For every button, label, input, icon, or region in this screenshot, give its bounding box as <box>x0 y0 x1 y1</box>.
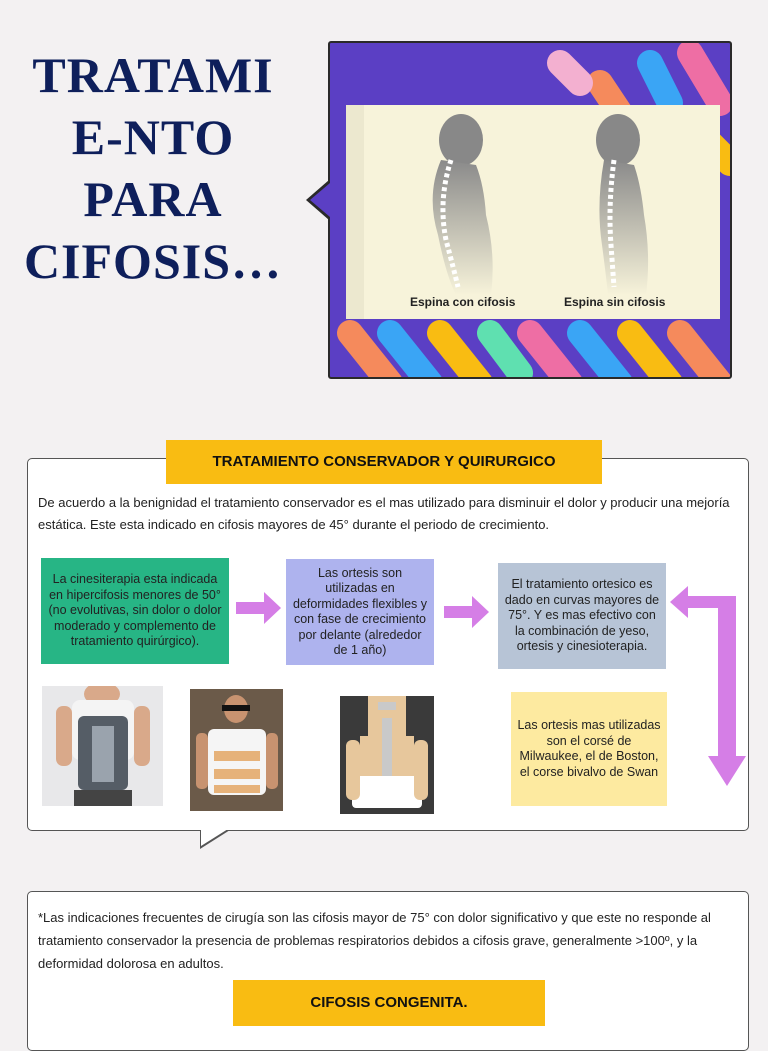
page-title: TRATAMI E-NTO PARA CIFOSIS… <box>23 47 283 289</box>
boston-brace-photo <box>42 686 163 806</box>
caption-with-kyphosis: Espina con cifosis <box>410 295 516 309</box>
card-orthoses: Las ortesis son utilizadas en deformidades flexibles y con fase de crecimiento por delante (alrededor de 1 año) <box>286 559 434 665</box>
intro-paragraph: De acuerdo a la benignidad el tratamiento conservador es el mas utilizado para disminuir el dolor y producir una mejoría estática. Este esta indicado en cifosis mayores de 45° durante el periodo de crecimiento. <box>38 495 730 532</box>
card-common-braces: Las ortesis mas utilizadas son el corsé de Milwaukee, el de Boston, el corse bivalvo de Swan <box>511 692 667 806</box>
arrow-right-icon <box>444 596 490 628</box>
treatment-banner: TRATAMIENTO CONSERVADOR Y QUIRURGICO <box>166 440 602 484</box>
card-kinesitherapy: La cinesiterapia esta indicada en hipercifosis menores de 50° (no evolutivas, sin dolor o dolor moderado y complemento de tratamiento quirúrgico). <box>41 558 229 664</box>
surgery-paragraph: *Las indicaciones frecuentes de cirugía son las cifosis mayor de 75° con dolor significativo y que este no responde al tratamiento conservador la presencia de problemas respiratorios debidos a cifosis grave, generalmente >100º, y la deformidad dolorosa en adultos. <box>38 910 711 971</box>
milwaukee-brace-photo <box>190 689 283 811</box>
section-bubble-tail-fill <box>201 829 228 846</box>
bubble-tail-fill <box>310 183 330 217</box>
congenital-kyphosis-banner: CIFOSIS CONGENITA. <box>233 980 545 1026</box>
spine-figures <box>346 105 720 319</box>
arrow-right-icon <box>236 592 282 624</box>
spine-illustration-frame <box>328 41 732 379</box>
elbow-arrow-down-icon <box>670 586 746 788</box>
card-orthotic-treatment: El tratamiento ortesico es dado en curvas mayores de 75°. Y es mas efectivo con la combinación de yeso, ortesis y cinesioterapia. <box>498 563 666 669</box>
swan-brace-photo <box>340 696 434 814</box>
spine-photo <box>346 105 720 319</box>
caption-without-kyphosis: Espina sin cifosis <box>564 295 666 309</box>
